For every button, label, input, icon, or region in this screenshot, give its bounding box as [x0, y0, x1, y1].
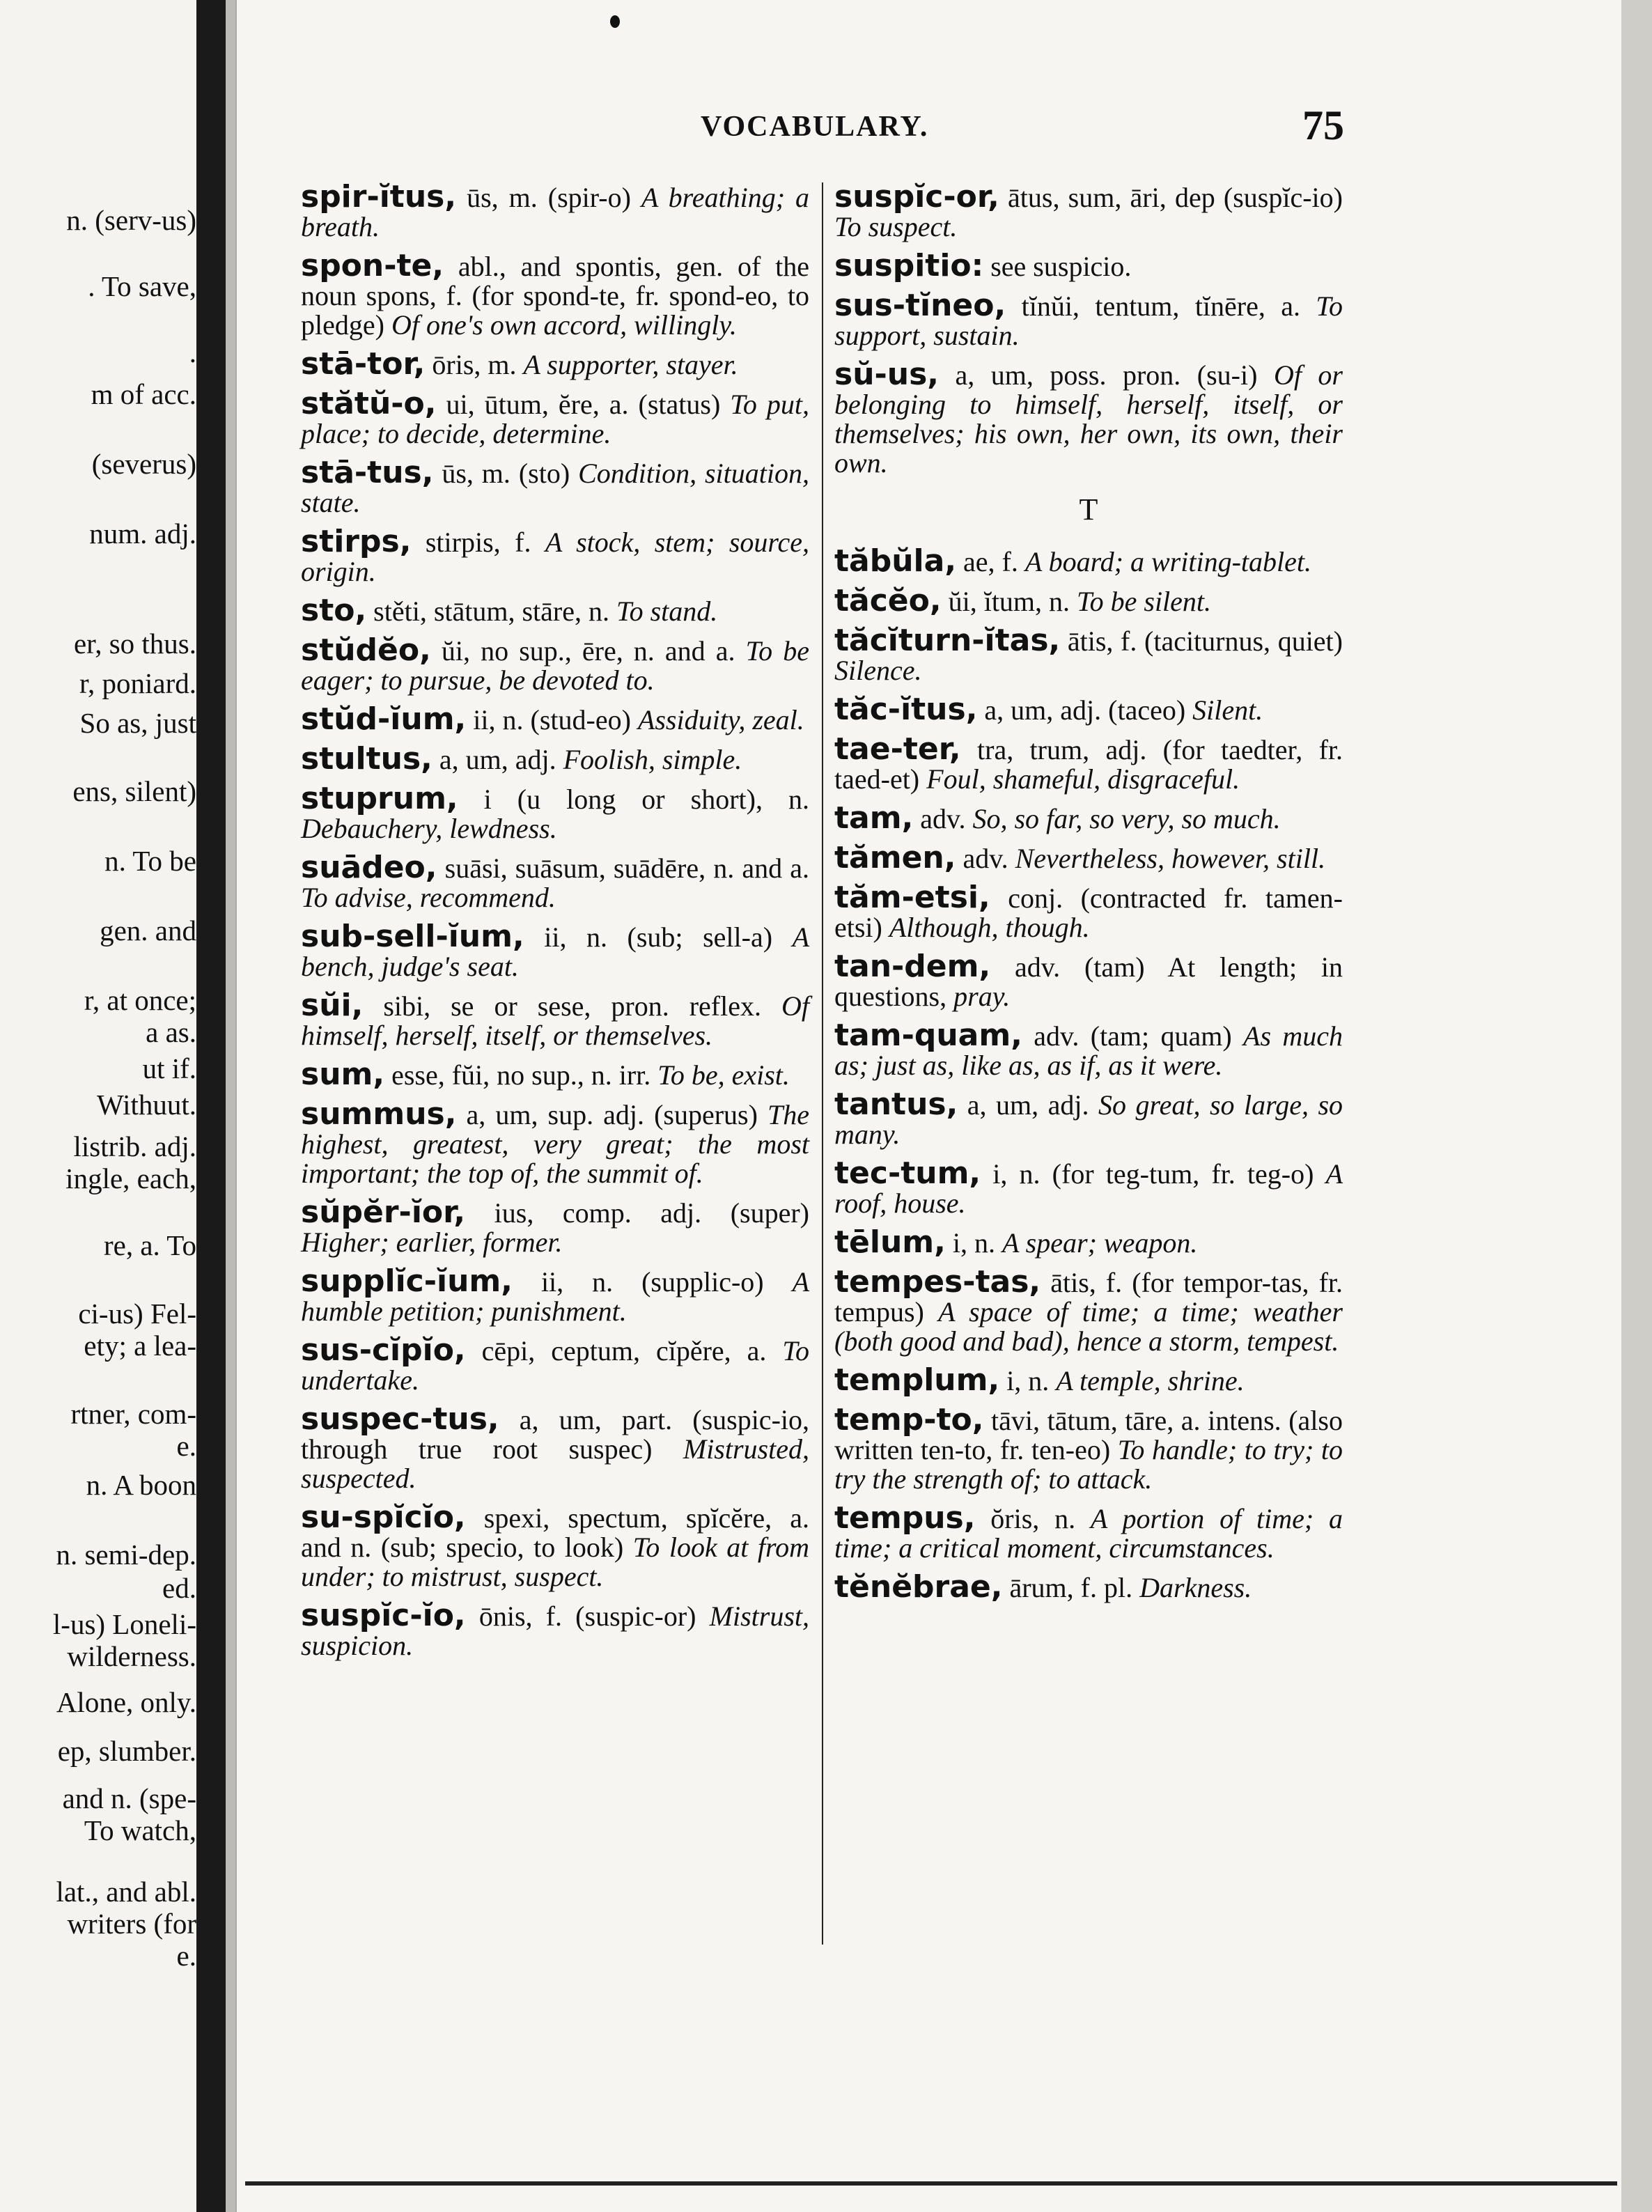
entry-headword: tăm-etsi, [834, 880, 990, 915]
dictionary-entry [834, 179, 1343, 242]
entry-headword: templum, [834, 1362, 1000, 1398]
entry-definition: Foul, shameful, disgraceful. [926, 763, 1240, 795]
dictionary-entry [301, 988, 809, 1051]
facing-page-line: Withuut. [97, 1089, 196, 1121]
entry-grammar: ŭi, no sup., ēre, n. and a. [430, 635, 746, 667]
entry-headword: stŭd-ĭum, [301, 701, 467, 737]
dictionary-entry [834, 1086, 1343, 1150]
entry-definition: To be, exist. [657, 1059, 790, 1091]
ink-spot [610, 15, 620, 28]
entry-definition: To be eager; to pursue, be devoted to. [301, 635, 810, 696]
entry-headword: stultus, [301, 741, 433, 777]
book-gutter [196, 0, 226, 2212]
entry-grammar: ūs, m. (spir-o) [456, 182, 641, 213]
dictionary-entry [301, 1332, 809, 1396]
entry-headword: suādeo, [301, 850, 437, 885]
entry-definition: A temple, shrine. [1056, 1365, 1245, 1396]
entry-definition: Silent. [1192, 694, 1263, 726]
right-column-top-entries [834, 179, 1343, 478]
dictionary-entry [301, 1057, 809, 1092]
entry-headword: tăbŭla, [834, 543, 957, 579]
entry-grammar: tāvi, tātum, tāre, a. intens. (also written ten-to, fr. ten-eo) [834, 1405, 1343, 1465]
entry-headword: stā-tor, [301, 346, 426, 382]
entry-headword: tempes-tas, [834, 1264, 1041, 1300]
dictionary-entry [834, 583, 1343, 618]
page-edge-shadow [1621, 0, 1652, 2212]
entry-headword: suspĭc-ĭo, [301, 1598, 466, 1633]
entry-headword: sum, [301, 1057, 385, 1092]
entry-headword: spir-ĭtus, [301, 179, 457, 215]
entry-grammar: ii, n. (sub; sell-a) [524, 921, 793, 953]
dictionary-entry [834, 692, 1343, 727]
facing-page-line: ens, silent) [72, 775, 196, 807]
entry-headword: sub-sell-ĭum, [301, 919, 524, 954]
entry-grammar: cēpi, ceptum, cĭpěre, a. [465, 1335, 783, 1366]
facing-page-line: n. semi-dep. [56, 1539, 196, 1571]
dictionary-entry [834, 1155, 1343, 1219]
entry-definition: To handle; to try; to try the strength of; to attack. [834, 1434, 1343, 1495]
facing-page-line: n. (serv-us) [66, 204, 196, 236]
entry-grammar: ius, comp. adj. (super) [465, 1197, 809, 1229]
left-column [301, 179, 810, 1670]
entry-definition: To suspect. [834, 211, 958, 242]
facing-page-line: (severus) [91, 448, 196, 480]
entry-grammar: i, n. [945, 1227, 1002, 1259]
entry-grammar: i, n. (for teg-tum, fr. teg-o) [981, 1158, 1326, 1190]
entry-headword: stŭdĕo, [301, 632, 431, 668]
facing-page-line: . [189, 336, 196, 368]
dictionary-entry [834, 731, 1343, 795]
entry-grammar: ii, n. (supplic-o) [512, 1266, 793, 1298]
entry-grammar: see suspicio. [983, 251, 1132, 282]
entry-definition: pray. [953, 981, 1011, 1012]
dictionary-entry [834, 949, 1343, 1012]
entry-grammar: esse, fŭi, no sup., n. irr. [384, 1059, 658, 1091]
dictionary-entry [834, 248, 1343, 283]
entry-grammar: adv. [913, 803, 973, 834]
facing-page-line: e. [176, 1430, 196, 1462]
entry-headword: tam-quam, [834, 1018, 1022, 1053]
entry-grammar: a, um, adj. [432, 744, 563, 775]
dictionary-entry [834, 1224, 1343, 1260]
entry-definition: Foolish, simple. [563, 744, 742, 775]
facing-page-line: rtner, com- [70, 1398, 196, 1430]
entry-headword: stirps, [301, 524, 412, 559]
dictionary-entry [301, 850, 809, 913]
facing-page-line: writers (for [67, 1908, 196, 1940]
entry-definition: To look at from under; to mistrust, suspect. [301, 1532, 809, 1592]
entry-grammar: ātis, f. (for tempor-tas, fr. tempus) [834, 1267, 1343, 1327]
facing-page-line: listrib. adj. [73, 1130, 196, 1162]
facing-page-line: ci-us) Fel- [78, 1298, 196, 1330]
dictionary-entry [301, 632, 810, 696]
entry-definition: Assiduity, zeal. [637, 704, 804, 735]
entry-definition: Debauchery, lewdness. [301, 813, 557, 844]
entry-grammar: ui, ūtum, ĕre, a. (status) [436, 389, 731, 420]
dictionary-entry [834, 880, 1343, 943]
entry-definition: A supporter, stayer. [523, 349, 738, 380]
entry-definition: As much as; just as, like as, as if, as it were. [834, 1020, 1343, 1081]
entry-definition: Darkness. [1139, 1572, 1252, 1603]
dictionary-entry [301, 455, 810, 518]
entry-headword: sŭ-us, [834, 357, 940, 392]
entry-definition: A space of time; a time; weather (both good and bad), hence a storm, tempest. [834, 1296, 1343, 1357]
entry-headword: tăcĭturn-ĭtas, [834, 623, 1061, 658]
entry-grammar: ii, n. (stud-eo) [466, 704, 638, 735]
entry-definition: A portion of time; a time; a critical moment, circumstances. [834, 1503, 1343, 1564]
entry-definition: To advise, recommend. [301, 882, 556, 913]
dictionary-entry [834, 1402, 1343, 1495]
running-header: VOCABULARY. [701, 111, 929, 143]
facing-page-line: r, at once; [84, 984, 196, 1016]
entry-headword: tăcĕo, [834, 583, 942, 618]
facing-page-line: ut if. [142, 1052, 196, 1084]
facing-page-line: r, poniard. [79, 667, 196, 699]
entry-grammar: tĭnŭi, tentum, tĭnēre, a. [1006, 290, 1316, 322]
entry-headword: stā-tus, [301, 455, 434, 490]
entry-grammar: a, um, adj. [958, 1089, 1099, 1121]
dictionary-entry [301, 593, 809, 628]
entry-definition: Of or belonging to himself, herself, itself, or themselves; his own, her own, its own, their own. [834, 359, 1343, 478]
facing-page-line: lat., and abl. [56, 1876, 196, 1908]
entry-headword: summus, [301, 1096, 457, 1132]
facing-page-line: ep, slumber. [57, 1735, 196, 1767]
entry-definition: The highest, greatest, very great; the most important; the top of, the summit of. [301, 1099, 809, 1189]
dictionary-entry [834, 623, 1343, 686]
entry-grammar: a, um, sup. adj. (superus) [456, 1099, 767, 1130]
facing-page-line: . To save, [88, 270, 196, 302]
entry-headword: stuprum, [301, 781, 458, 816]
entry-headword: tēlum, [834, 1224, 946, 1260]
dictionary-entry [834, 288, 1343, 351]
dictionary-entry [834, 800, 1343, 836]
entry-grammar: ātis, f. (taciturnus, quiet) [1060, 625, 1343, 657]
entry-headword: sŭpĕr-ĭor, [301, 1194, 466, 1230]
entry-headword: tec-tum, [834, 1155, 981, 1191]
entry-grammar: ōnis, f. (suspic-or) [465, 1600, 710, 1632]
entry-headword: tam, [834, 800, 914, 836]
entry-headword: tempus, [834, 1500, 976, 1536]
dictionary-entry [301, 1500, 809, 1592]
facing-page-line: n. A boon [86, 1469, 196, 1501]
entry-definition: A board; a writing-tablet. [1024, 546, 1311, 577]
entry-grammar: ūs, m. (sto) [433, 458, 579, 489]
entry-headword: tămen, [834, 840, 956, 875]
entry-definition: A humble petition; punishment. [301, 1266, 809, 1327]
dictionary-entry [834, 1569, 1343, 1605]
dictionary-entry [301, 701, 809, 737]
entry-headword: tăc-ĭtus, [834, 692, 978, 727]
entry-definition: So great, so large, so many. [834, 1089, 1343, 1150]
dictionary-entry [834, 1018, 1343, 1081]
entry-definition: Silence. [834, 655, 922, 686]
entry-definition: To undertake. [301, 1335, 809, 1396]
entry-definition: Mistrust, suspicion. [301, 1600, 809, 1661]
entry-grammar: abl., and spontis, gen. of the noun spons, f. (for spond-te, fr. spond-eo, to pledge) [301, 251, 809, 341]
dictionary-entry [301, 1401, 809, 1494]
facing-page-line: er, so thus. [73, 628, 196, 660]
entry-grammar: ŏris, n. [975, 1503, 1091, 1534]
dictionary-entry [301, 1194, 809, 1258]
entry-definition: Mistrusted, suspected. [301, 1433, 809, 1494]
column-divider [822, 182, 823, 1945]
facing-page-line: num. adj. [89, 517, 196, 550]
entry-definition: A breathing; a breath. [301, 182, 810, 242]
entry-grammar: spexi, spectum, spĭcĕre, a. and n. (sub; specio, to look) [301, 1502, 809, 1563]
facing-page-line: m of acc. [91, 378, 196, 410]
dictionary-entry [301, 919, 809, 982]
facing-page-line: Alone, only. [56, 1686, 196, 1718]
facing-page-line: ety; a lea- [84, 1330, 196, 1362]
dictionary-entry [301, 524, 809, 587]
dictionary-entry [834, 1362, 1343, 1398]
page-bottom-edge [245, 2181, 1617, 2186]
entry-grammar: ae, f. [956, 546, 1025, 577]
entry-headword: tae-ter, [834, 731, 961, 767]
dictionary-entry [301, 1096, 809, 1189]
entry-definition: Nevertheless, however, still. [1015, 843, 1326, 874]
entry-grammar: adv. (tam; quam) [1022, 1020, 1244, 1052]
entry-grammar: i (u long or short), n. [458, 784, 809, 815]
entry-definition: A bench, judge's seat. [301, 921, 809, 982]
dictionary-entry [301, 1263, 809, 1327]
section-letter: T [1079, 492, 1098, 527]
entry-headword: tantus, [834, 1086, 958, 1122]
facing-page-line: e. [176, 1940, 196, 1972]
entry-grammar: adv. (tam) At length; in questions, [834, 951, 1343, 1012]
entry-definition: A roof, house. [834, 1158, 1343, 1219]
entry-definition: Higher; earlier, former. [301, 1226, 563, 1258]
dictionary-entry [301, 741, 809, 777]
facing-page-line: So as, just [79, 707, 196, 739]
dictionary-entry [301, 179, 810, 242]
entry-definition: Of himself, herself, itself, or themselves. [301, 990, 809, 1051]
dictionary-entry [834, 357, 1343, 478]
entry-grammar: tra, trum, adj. (for taedter, fr. taed-et) [834, 734, 1343, 795]
facing-page-line: wilderness. [67, 1640, 196, 1672]
entry-definition: To put, place; to decide, determine. [301, 389, 809, 449]
entry-definition: So, so far, so very, so much. [972, 803, 1281, 834]
entry-headword: su-spĭcĭo, [301, 1500, 466, 1535]
dictionary-entry [834, 840, 1343, 875]
entry-definition: Although, though. [889, 912, 1090, 943]
entry-headword: suspĭc-or, [834, 179, 999, 215]
facing-page-fragment [0, 0, 196, 2212]
entry-grammar: ātus, sum, āri, dep (suspĭc-io) [999, 182, 1343, 213]
entry-headword: sŭi, [301, 988, 364, 1023]
entry-headword: sto, [301, 593, 367, 628]
entry-headword: sus-tĭneo, [834, 288, 1006, 323]
facing-page-line: and n. (spe- [62, 1782, 196, 1814]
dictionary-entry [834, 1500, 1343, 1564]
facing-page-line: n. To be [104, 845, 196, 877]
entry-grammar: ārum, f. pl. [1002, 1572, 1140, 1603]
entry-definition: To stand. [616, 595, 718, 627]
entry-grammar: a, um, part. (suspic-io, through true root suspec) [301, 1404, 809, 1465]
entry-grammar: a, um, adj. (taceo) [977, 694, 1193, 726]
dictionary-entry [834, 1264, 1343, 1357]
entry-definition: To be silent. [1077, 586, 1212, 617]
entry-headword: sus-cĭpĭo, [301, 1332, 466, 1368]
entry-headword: spon-te, [301, 248, 444, 283]
facing-page-line: ed. [162, 1572, 196, 1604]
entry-definition: Of one's own accord, willingly. [391, 309, 737, 341]
entry-grammar: stěti, stātum, stāre, n. [366, 595, 616, 627]
entry-headword: suspitio: [834, 248, 984, 283]
facing-page-line: ingle, each, [65, 1162, 196, 1194]
entry-grammar: ŭi, ĭtum, n. [941, 586, 1077, 617]
dictionary-entry [301, 1598, 809, 1661]
dictionary-entry [301, 346, 809, 382]
entry-grammar: adv. [956, 843, 1015, 874]
entry-grammar: conj. (contracted fr. tamen-etsi) [834, 882, 1343, 943]
entry-headword: tĕnĕbrae, [834, 1569, 1003, 1605]
facing-page-line: l-us) Loneli- [52, 1608, 196, 1640]
dictionary-entry [301, 248, 809, 341]
entry-headword: suspec-tus, [301, 1401, 499, 1437]
entry-headword: temp-to, [834, 1402, 984, 1438]
entry-definition: To support, sustain. [834, 290, 1343, 351]
entry-definition: A stock, stem; source, origin. [301, 527, 809, 587]
gutter-edge [226, 0, 235, 2212]
entry-headword: stătŭ-o, [301, 386, 437, 421]
entry-headword: supplĭc-ĭum, [301, 1263, 513, 1299]
facing-page-line: re, a. To [104, 1229, 196, 1261]
entry-grammar: i, n. [999, 1365, 1057, 1396]
dictionary-entry [834, 543, 1343, 579]
page-number: 75 [1302, 102, 1344, 148]
entry-grammar: stirpis, f. [411, 527, 545, 558]
dictionary-entry [301, 781, 809, 844]
facing-page-line: a as. [146, 1016, 196, 1048]
entry-grammar: sibi, se or sese, pron. reflex. [363, 990, 781, 1022]
entry-definition: A spear; weapon. [1002, 1227, 1198, 1259]
dictionary-entry [301, 386, 809, 449]
entry-headword: tan-dem, [834, 949, 991, 984]
entry-grammar: ōris, m. [425, 349, 524, 380]
entry-definition: Condition, situation, state. [301, 458, 810, 518]
right-column-t-entries [834, 543, 1343, 1605]
facing-page-line: To watch, [84, 1814, 196, 1846]
entry-grammar: suāsi, suāsum, suādēre, n. and a. [437, 852, 809, 884]
facing-page-line: gen. and [100, 914, 196, 947]
right-column [834, 179, 1343, 1612]
entry-grammar: a, um, poss. pron. (su-i) [939, 359, 1274, 391]
